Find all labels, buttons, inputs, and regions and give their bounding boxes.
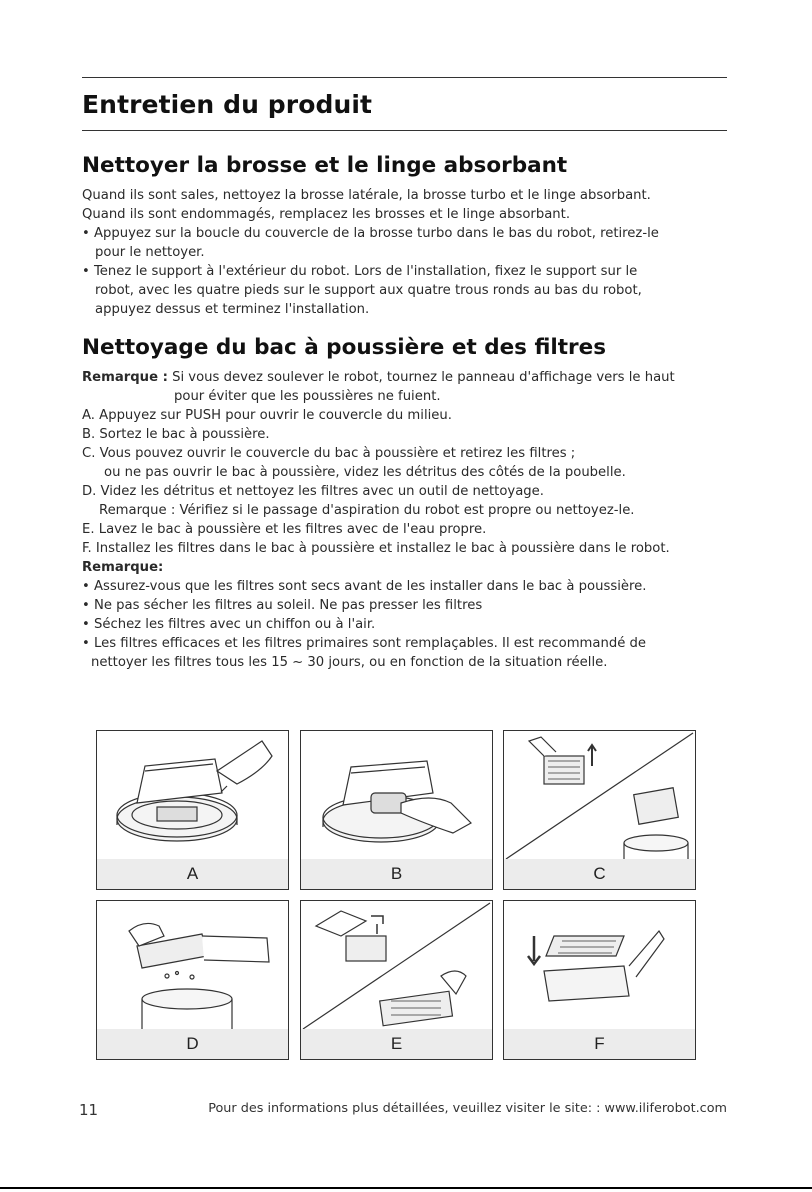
- step-line: A. Appuyez sur PUSH pour ouvrir le couvercle du milieu.: [82, 408, 452, 423]
- bullet-line: • Tenez le support à l'extérieur du robot. Lors de l'installation, fixez le support sur le: [82, 264, 638, 279]
- title-underline: [82, 130, 727, 131]
- footer-note: Pour des informations plus détaillées, veuillez visiter le site: : www.iliferobot.com: [208, 1101, 727, 1116]
- step-line: ou ne pas ouvrir le bac à poussière, videz les détritus des côtés de la poubelle.: [104, 465, 626, 480]
- figure-f: [503, 900, 696, 1060]
- section-dustbin-title: Nettoyage du bac à poussière et des filtres: [82, 335, 607, 360]
- remark-label: Remarque :: [82, 370, 168, 385]
- remark-text: Si vous devez soulever le robot, tournez le panneau d'affichage vers le haut: [167, 370, 675, 385]
- figure-label: B: [301, 859, 492, 889]
- figure-label: E: [301, 1029, 492, 1059]
- section-brush-title: Nettoyer la brosse et le linge absorbant: [82, 153, 568, 178]
- bullet-line: • Appuyez sur la boucle du couvercle de la brosse turbo dans le bas du robot, retirez-le: [82, 226, 659, 241]
- step-line: C. Vous pouvez ouvrir le couvercle du bac à poussière et retirez les filtres ;: [82, 446, 576, 461]
- step-line: E. Lavez le bac à poussière et les filtres avec de l'eau propre.: [82, 522, 487, 537]
- dustbin-open-filter-icon: [504, 731, 695, 861]
- figure-label: A: [97, 859, 288, 889]
- robot-open-lid-hand-icon: [97, 731, 288, 861]
- text-line: pour le nettoyer.: [95, 245, 205, 260]
- bullet-line: • Les filtres efficaces et les filtres primaires sont remplaçables. Il est recommandé de: [82, 636, 647, 651]
- figure-a: [96, 730, 289, 890]
- text-line: Quand ils sont sales, nettoyez la brosse latérale, la brosse turbo et le linge absorbant.: [82, 188, 651, 203]
- figure-c: [503, 730, 696, 890]
- figure-label: F: [504, 1029, 695, 1059]
- bullet-line: • Ne pas sécher les filtres au soleil. Ne pas presser les filtres: [82, 598, 483, 613]
- bottom-border: [0, 1187, 812, 1189]
- step-line: Remarque : Vérifiez si le passage d'aspiration du robot est propre ou nettoyez-le.: [99, 503, 635, 518]
- section-brush-body: [82, 186, 732, 319]
- step-line: D. Videz les détritus et nettoyez les filtres avec un outil de nettoyage.: [82, 484, 544, 499]
- page-title: Entretien du produit: [82, 90, 373, 119]
- text-line: pour éviter que les poussières ne fuient.: [174, 389, 441, 404]
- remark-line: [82, 368, 732, 387]
- step-line: B. Sortez le bac à poussière.: [82, 427, 270, 442]
- bullet-line: • Assurez-vous que les filtres sont secs avant de les installer dans le bac à poussière.: [82, 579, 647, 594]
- figure-label: C: [504, 859, 695, 889]
- figure-d: [96, 900, 289, 1060]
- text-line: nettoyer les filtres tous les 15 ~ 30 jours, ou en fonction de la situation réelle.: [91, 655, 608, 670]
- section-dustbin-body: [82, 368, 732, 672]
- install-filter-dustbin-icon: [504, 901, 695, 1031]
- figure-e: [300, 900, 493, 1060]
- page-number: 11: [79, 1101, 99, 1119]
- figure-label: D: [97, 1029, 288, 1059]
- wash-dustbin-filter-icon: [301, 901, 492, 1031]
- text-line: Quand ils sont endommagés, remplacez les brosses et le linge absorbant.: [82, 207, 571, 222]
- remark-label: Remarque:: [82, 560, 164, 575]
- text-line: robot, avec les quatre pieds sur le support aux quatre trous ronds au bas du robot,: [95, 283, 642, 298]
- dustbin-empty-into-trash-icon: [97, 901, 288, 1031]
- top-rule: [82, 77, 727, 78]
- text-line: appuyez dessus et terminez l'installation.: [95, 302, 370, 317]
- robot-remove-dustbin-icon: [301, 731, 492, 861]
- bullet-line: • Séchez les filtres avec un chiffon ou à l'air.: [82, 617, 376, 632]
- step-line: F. Installez les filtres dans le bac à poussière et installez le bac à poussière dans le robot.: [82, 541, 670, 556]
- figure-b: [300, 730, 493, 890]
